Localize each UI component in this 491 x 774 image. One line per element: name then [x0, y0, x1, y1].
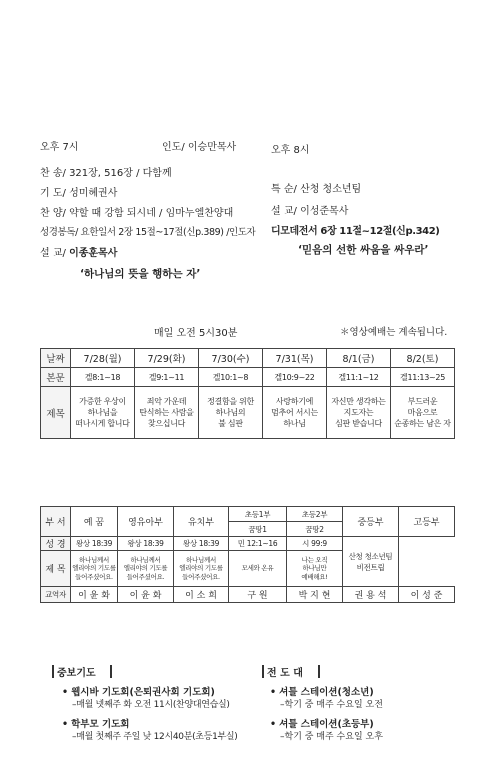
dawn-header-day: 8/1(금): [327, 349, 391, 368]
bullet-icon: •: [62, 687, 69, 698]
bullet-icon: •: [270, 687, 277, 698]
mission-bar-right: [318, 665, 320, 678]
school-scripture: 왕상 18:39: [71, 537, 118, 551]
school-dept: 초등2부: [287, 507, 343, 522]
school-teacher: 권 용 석: [343, 587, 399, 603]
dawn-topic: 사랑하기에 멈추어 서시는 하나님: [263, 387, 327, 439]
evening7-row-prayer: 기 도/ 성미혜권사: [40, 188, 118, 199]
evening8-sermon-title: ‘믿음의 선한 싸움을 싸우라’: [298, 244, 429, 256]
dawn-schedule-table: [40, 348, 455, 439]
dawn-topic-label: 제목: [41, 387, 71, 439]
school-dept: 영유아부: [118, 507, 174, 537]
school-dept: 초등1부: [229, 507, 287, 522]
school-teacher-label: 교역자: [41, 587, 71, 603]
school-dept: 예 꿈: [71, 507, 118, 537]
evening7-row-praise: 찬 양/ 약할 때 강함 되시네 / 임마누엘찬양대: [40, 208, 234, 219]
prayer-title: 중보기도: [57, 668, 96, 679]
school-topic: 하나님께서 엘리야의 기도를 들어주셨어요.: [174, 551, 229, 587]
mission-bar-left: [262, 665, 264, 678]
dawn-passage: 겔11:1~12: [327, 368, 391, 387]
dawn-topic: 가증한 우상이 하나님을 떠나시게 합니다: [71, 387, 135, 439]
school-scripture: 민 12:1~16: [229, 537, 287, 551]
school-scripture: 왕상 18:39: [118, 537, 174, 551]
prayer-item-detail: –매월 넷째주 화 오전 11시(찬양대연습실): [72, 700, 230, 710]
evening8-row-sermon: 설 교/ 이성준목사: [271, 206, 349, 217]
evening7-row-sermon: 설 교/ 이종훈목사: [40, 248, 118, 259]
prayer-item-detail: –매월 첫째주 주일 낮 12시40분(초등1부실): [72, 732, 238, 742]
prayer-bar-right: [110, 665, 112, 678]
dawn-topic: 자신만 생각하는 지도자는 심판 받습니다: [327, 387, 391, 439]
school-teacher: 구 원: [229, 587, 287, 603]
school-dept: 중등부: [343, 507, 399, 537]
mission-title: 전 도 대: [267, 668, 303, 679]
evening7-leader: 인도/ 이승만목사: [162, 142, 237, 153]
school-topic: 나는 오직 하나님만 예배해요!: [287, 551, 343, 587]
dawn-topic: 부드러운 마음으로 순종하는 남은 자: [391, 387, 455, 439]
school-scripture-label: 성 경: [41, 537, 71, 551]
school-merged-topic: 산청 청소년팀 비전트립: [343, 537, 399, 587]
dawn-header-day: 7/28(월): [71, 349, 135, 368]
dawn-passage: 겔9:1~11: [135, 368, 199, 387]
school-topic: 하나님께서 엘리야의 기도를 들어주셨어요.: [71, 551, 118, 587]
school-scripture-row: [41, 537, 455, 551]
dawn-header-day: 7/31(목): [263, 349, 327, 368]
dawn-passage: 겔8:1~18: [71, 368, 135, 387]
dawn-passage: 겔10:9~22: [263, 368, 327, 387]
dawn-header-day: 7/30(수): [199, 349, 263, 368]
mission-item: • 셔틀 스테이션(초등부): [270, 719, 374, 730]
school-dept-row: [41, 507, 455, 522]
dawn-header-day: 8/2(토): [391, 349, 455, 368]
dawn-passage: 겔11:13~25: [391, 368, 455, 387]
prayer-item: • 학부모 기도회: [62, 719, 130, 730]
prayer-item: • 웹시바 기도회(은퇴권사회 기도회): [62, 687, 215, 698]
dawn-topic: 죄악 가운데 탄식하는 사람을 찾으십니다: [135, 387, 199, 439]
evening7-row-hymn: 찬 송/ 321장, 516장 / 다함께: [40, 168, 172, 179]
mission-item-detail: –학기 중 매주 수요일 오후: [280, 732, 383, 742]
school-subdept: 꿈땅2: [287, 522, 343, 537]
school-scripture: 왕상 18:39: [174, 537, 229, 551]
school-teacher: 박 지 현: [287, 587, 343, 603]
mission-item-detail: –학기 중 매주 수요일 오전: [280, 700, 383, 710]
school-teacher: 이 윤 화: [71, 587, 118, 603]
school-topic: 모세와 온유: [229, 551, 287, 587]
bullet-icon: •: [270, 719, 277, 730]
evening7-row-reading: 성경봉독/ 요한일서 2장 15절~17절(신p.389) /인도자: [40, 227, 256, 238]
school-dept: 고등부: [399, 507, 455, 537]
dawn-header-date: 날짜: [41, 349, 71, 368]
prayer-bar-left: [52, 665, 54, 678]
evening8-row-special: 특 순/ 산청 청소년팀: [271, 184, 362, 195]
dawn-passage-label: 본문: [41, 368, 71, 387]
school-teacher: 이 윤 화: [118, 587, 174, 603]
school-subdept: 꿈땅1: [229, 522, 287, 537]
evening7-title: 오후 7시: [40, 142, 79, 153]
evening7-sermon-title: ‘하나님의 뜻을 행하는 자’: [80, 268, 201, 280]
school-teacher: 이 성 준: [399, 587, 455, 603]
dawn-note: ＊영상예배는 계속됩니다.: [340, 327, 448, 338]
school-teacher-row: [41, 587, 455, 603]
evening8-title: 오후 8시: [271, 145, 310, 156]
school-table: [40, 506, 455, 603]
bullet-icon: •: [62, 719, 69, 730]
dawn-topic: 정결함을 위한 하나님의 불 심판: [199, 387, 263, 439]
mission-item: • 셔틀 스테이션(청소년): [270, 687, 374, 698]
school-teacher: 이 소 희: [174, 587, 229, 603]
school-topic-label: 제 목: [41, 551, 71, 587]
school-dept: 유치부: [174, 507, 229, 537]
school-dept-label: 부 서: [41, 507, 71, 537]
dawn-header-day: 7/29(화): [135, 349, 199, 368]
school-topic: 하나님께서 엘리야의 기도를 들어주셨어요.: [118, 551, 174, 587]
dawn-passage-row: [41, 368, 455, 387]
evening8-scripture: 디모데전서 6장 11절~12절(신p.342): [271, 226, 440, 237]
dawn-header-row: [41, 349, 455, 368]
school-scripture: 시 99:9: [287, 537, 343, 551]
dawn-time: 매일 오전 5시30분: [154, 328, 238, 339]
dawn-passage: 겔10:1~8: [199, 368, 263, 387]
dawn-topic-row: [41, 387, 455, 439]
